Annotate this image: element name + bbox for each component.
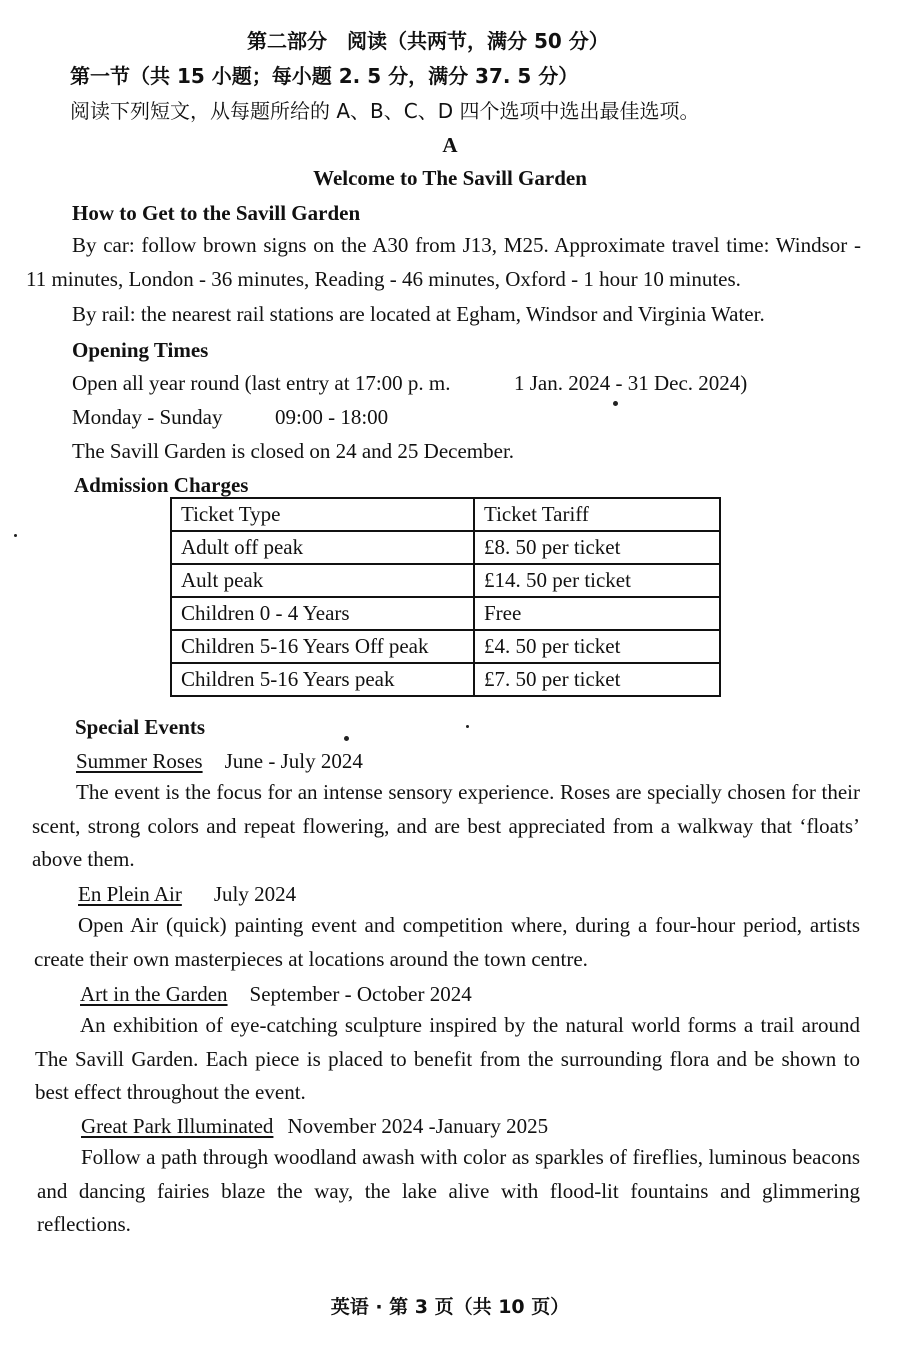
scan-speck: [344, 736, 349, 741]
ticket-type-cell: Children 5-16 Years Off peak: [171, 630, 474, 663]
part-heading: 第二部分 阅读（共两节，满分 50 分）: [247, 29, 609, 53]
scan-speck: [466, 725, 469, 728]
column-header: Ticket Type: [171, 498, 474, 531]
event-date: November 2024 -January 2025: [287, 1114, 549, 1138]
event-great-park-illuminated: [81, 1112, 548, 1140]
admission-table: [170, 497, 721, 697]
table-row: [171, 564, 720, 597]
closed-notice: The Savill Garden is closed on 24 and 25 December.: [72, 439, 515, 463]
event-name: Summer Roses: [76, 749, 203, 773]
event-name: En Plein Air: [78, 882, 182, 906]
event-date: June - July 2024: [224, 749, 363, 773]
ticket-tariff-cell: £7. 50 per ticket: [474, 663, 720, 696]
ticket-type-cell: Adult off peak: [171, 531, 474, 564]
event-art-in-the-garden: [80, 980, 472, 1008]
ticket-tariff-cell: £8. 50 per ticket: [474, 531, 720, 564]
by-rail-paragraph: By rail: the nearest rail stations are located at Egham, Windsor and Virginia Water.: [72, 302, 765, 326]
event-description: An exhibition of eye-catching sculpture inspired by the natural world forms a trail around The Savill Garden. Each piece is placed to benefit from the surrounding flora and be shown to best effect throughout the event.: [35, 1013, 860, 1104]
event-en-plein-air: [78, 880, 296, 908]
by-car-paragraph: By car: follow brown signs on the A30 from J13, M25. Approximate travel time: Windsor - 11 minutes, London - 36 minutes, Reading - 46 minutes, Oxford - 1 hour 10 minutes.: [26, 233, 861, 291]
ticket-tariff-cell: Free: [474, 597, 720, 630]
admission-heading: Admission Charges: [74, 473, 249, 497]
event-date: July 2024: [213, 882, 297, 906]
table-row: [171, 531, 720, 564]
opening-line: Open all year round (last entry at 17:00 p. m.: [72, 371, 451, 395]
ticket-type-cell: Ault peak: [171, 564, 474, 597]
event-description: Open Air (quick) painting event and competition where, during a four-hour period, artists create their own masterpieces at locations around the town centre.: [34, 913, 860, 971]
section-heading: 第一节（共 15 小题；每小题 2. 5 分，满分 37. 5 分）: [70, 64, 579, 88]
getting-there-heading: How to Get to the Savill Garden: [72, 201, 361, 225]
table-row: [171, 597, 720, 630]
ticket-tariff-cell: £14. 50 per ticket: [474, 564, 720, 597]
event-name: Art in the Garden: [80, 982, 228, 1006]
passage-letter: A: [442, 133, 458, 157]
table-header-row: [171, 498, 720, 531]
opening-heading: Opening Times: [72, 338, 209, 362]
scan-speck: [613, 401, 618, 406]
article-title: Welcome to The Savill Garden: [313, 166, 587, 190]
event-date: September - October 2024: [249, 982, 472, 1006]
table-row: [171, 663, 720, 696]
ticket-type-cell: Children 0 - 4 Years: [171, 597, 474, 630]
opening-hours: 09:00 - 18:00: [275, 405, 389, 429]
scan-speck: [14, 534, 17, 537]
event-summer-roses: [76, 747, 363, 775]
ticket-tariff-cell: £4. 50 per ticket: [474, 630, 720, 663]
event-description: Follow a path through woodland awash with color as sparkles of fireflies, luminous beacons and dancing fairies blaze the way, the lake alive with flood-lit fountains and glimmering reflections.: [37, 1145, 860, 1236]
event-name: Great Park Illuminated: [81, 1114, 274, 1138]
table-row: [171, 630, 720, 663]
page-footer: 英语 · 第 3 页（共 10 页）: [330, 1296, 570, 1318]
event-description: The event is the focus for an intense sensory experience. Roses are specially chosen for their scent, strong colors and repeat flowering, and are best appreciated from a walkway that ‘floats’ above them.: [32, 780, 860, 871]
events-heading: Special Events: [75, 715, 206, 739]
instruction-text: 阅读下列短文，从每题所给的 A、B、C、D 四个选项中选出最佳选项。: [70, 99, 700, 123]
ticket-type-cell: Children 5-16 Years peak: [171, 663, 474, 696]
opening-dates: 1 Jan. 2024 - 31 Dec. 2024): [514, 371, 748, 395]
column-header: Ticket Tariff: [474, 498, 720, 531]
opening-days: Monday - Sunday: [72, 405, 223, 429]
